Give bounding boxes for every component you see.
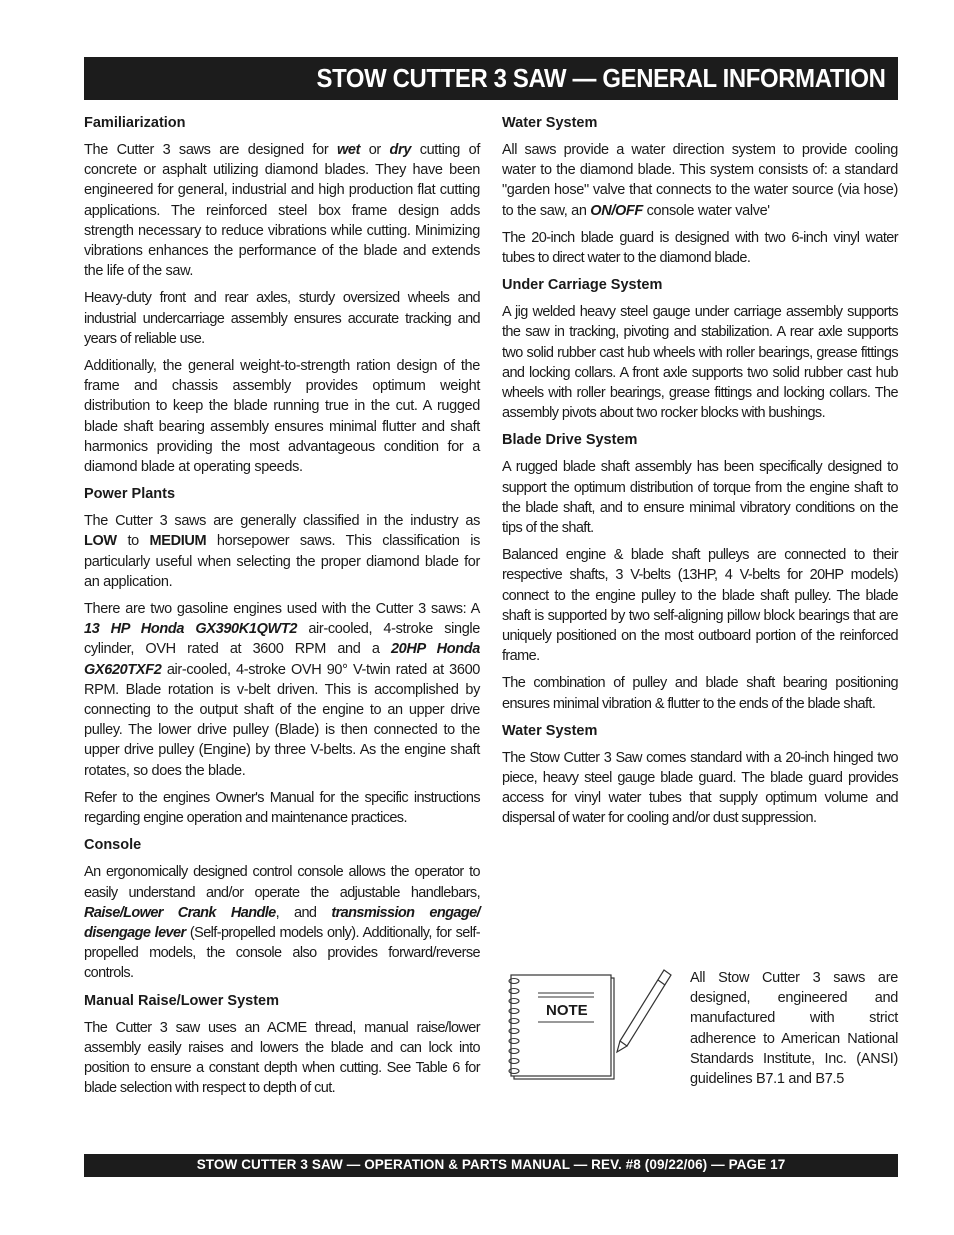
engine-20hp: 20HP Honda GX620TXF2 bbox=[84, 641, 480, 678]
footer-text: STOW CUTTER 3 SAW — OPERATION & PARTS MANUAL — REV. #8 (09/22/06) — PAGE 17 bbox=[196, 1157, 786, 1172]
console-heading: Console bbox=[84, 837, 142, 854]
note-text-paragraph: All Stow Cutter 3 saws are designed, engineered and manufactured with strict adherence to American National Standards Institute, Inc. (ANSI) guidelines B7.1 and B7.5 bbox=[690, 970, 898, 1088]
water-system-paragraph-2: The 20-inch blade guard is designed with two 6-inch vinyl water tubes to direct water to the diamond blade. bbox=[502, 229, 898, 267]
familiarization-paragraph-1: The Cutter 3 saws are designed for wet or dry cutting of concrete or asphalt utilizing diamond blades. They have been engineered for general, industrial and high production flat cutting applications. The reinforced steel box frame design adds strength necessary to reduce vibrations while cutting. Minimizing vibrations enhances the performance of the blade and extends the life of the saw. bbox=[84, 142, 480, 280]
note-callout bbox=[506, 968, 898, 1098]
manual-raise-paragraph-1: The Cutter 3 saw uses an ACME thread, manual raise/lower assembly easily raises and lowers the blade and can lock into position to ensure a constant depth when cutting. See Table 6 for blade selection with respect to depth of cut. bbox=[84, 1019, 480, 1097]
transmission-lever-term: transmission engage/ disengage lever bbox=[84, 904, 480, 941]
note-label: NOTE bbox=[546, 1002, 588, 1019]
power-plants-paragraph-2: There are two gasoline engines used with the Cutter 3 saws: A 13 HP Honda GX390K1QWT2 air-cooled, 4-stroke single cylinder, OVH rated at 3600 RPM and a 20HP Honda GX620TXF2 air-cooled, 4-stroke OVH 90° V-twin rated at 3600 RPM. Blade rotation is v-belt driven. This is accomplished by connecting to the output shaft of the engine to an upper drive pulley. The lower drive pulley (Blade) is then connected to the upper drive pulley (Engine) by three V-belts. As the engine shaft rotates, so does the blade. bbox=[84, 601, 480, 779]
engine-13hp: 13 HP Honda GX390K1QWT2 bbox=[84, 621, 298, 638]
under-carriage-paragraph-1: A jig welded heavy steel gauge under carriage assembly supports the saw in tracking, pivoting and stabilization. A rear axle supports two solid rubber cast hub wheels with roller bearings, grease fittings and locking collars. A front axle supports two solid rubber cast hub wheels with roller bearings, grease fittings and locking collars. The assembly pivots about two rocker blocks with bushings. bbox=[502, 304, 898, 422]
notebook-pencil-icon bbox=[506, 968, 676, 1083]
dry-term: dry bbox=[389, 142, 412, 158]
power-plants-heading: Power Plants bbox=[84, 486, 176, 503]
page-footer-bar bbox=[84, 1154, 898, 1177]
water-system-paragraph-1: All saws provide a water direction system to provide cooling water to the diamond blade. This system consists of: a standard "garden hose" valve that connects to the water source (via hose) to the saw, an ON/OFF console water valve' bbox=[502, 142, 898, 219]
power-plants-paragraph-3: Refer to the engines Owner's Manual for the specific instructions regarding engine operation and maintenance practices. bbox=[84, 789, 480, 827]
blade-drive-paragraph-1: A rugged blade shaft assembly has been specifically designed to support the optimum distribution of torque from the engine shaft to the blade shaft, and to ensure minimal vibratory conditions on the tips of the shaft. bbox=[502, 459, 898, 537]
power-plants-paragraph-1: The Cutter 3 saws are generally classified in the industry as LOW to MEDIUM horsepower saws. This classification is particularly useful when selecting the proper diamond blade for an application. bbox=[84, 513, 480, 590]
water-system-heading: Water System bbox=[502, 115, 598, 131]
right-column bbox=[502, 113, 898, 836]
manual-raise-heading: Manual Raise/Lower System bbox=[84, 992, 280, 1009]
familiarization-paragraph-2: Heavy-duty front and rear axles, sturdy oversized wheels and industrial undercarriage assembly ensures accurate tracking and years of reliable use. bbox=[84, 290, 480, 347]
note-text bbox=[690, 968, 898, 1089]
blade-drive-heading: Blade Drive System bbox=[502, 432, 638, 449]
medium-term: MEDIUM bbox=[149, 533, 207, 550]
low-term: LOW bbox=[84, 533, 117, 550]
water-system-2-heading: Water System bbox=[502, 722, 598, 739]
wet-term: wet bbox=[336, 142, 361, 158]
blade-drive-paragraph-2: Balanced engine & blade shaft pulleys are connected to their respective shafts, 3 V-belts (13HP, 4 V-belts for 20HP models) connect to the engine pulley to the blade shaft pulley. The blade shaft is supported by two self-aligning pillow block bearings that are uniquely positioned on the most outboard portion of the reinforced frame. bbox=[502, 547, 898, 665]
console-paragraph-1: An ergonomically designed control console allows the operator to easily understand and/or operate the adjustable handlebars, Raise/Lower Crank Handle, and transmission engage/ disengage lever (Self-propelled models only). Additionally, for self-propelled models, the console also provides forward/reverse controls. bbox=[84, 864, 480, 982]
blade-drive-paragraph-3: The combination of pulley and blade shaft bearing positioning ensures minimal vibration & flutter to the ends of the blade shaft. bbox=[502, 675, 898, 712]
under-carriage-heading: Under Carriage System bbox=[502, 277, 663, 294]
left-column bbox=[84, 113, 480, 1105]
page-header-bar bbox=[84, 57, 898, 100]
page-title: STOW CUTTER 3 SAW — GENERAL INFORMATION bbox=[316, 63, 886, 93]
on-off-term: ON/OFF bbox=[590, 202, 643, 219]
water-system-2-paragraph-1: The Stow Cutter 3 Saw comes standard with a 20-inch hinged two piece, heavy steel gauge blade guard. The blade guard provides access for vinyl water tubes that supply optimum volume and dispersal of water for cooling and/or dust suppression. bbox=[502, 749, 898, 827]
familiarization-heading: Familiarization bbox=[84, 115, 186, 131]
crank-handle-term: Raise/Lower Crank Handle bbox=[84, 904, 276, 921]
familiarization-paragraph-3: Additionally, the general weight-to-strength ration design of the frame and chassis assembly provides optimum weight distribution to keep the blade running true in the cut. A rugged blade shaft bearing assembly ensures minimal flutter and shaft harmonics providing the most advantageous condition for a diamond blade at operating speeds. bbox=[84, 358, 480, 476]
